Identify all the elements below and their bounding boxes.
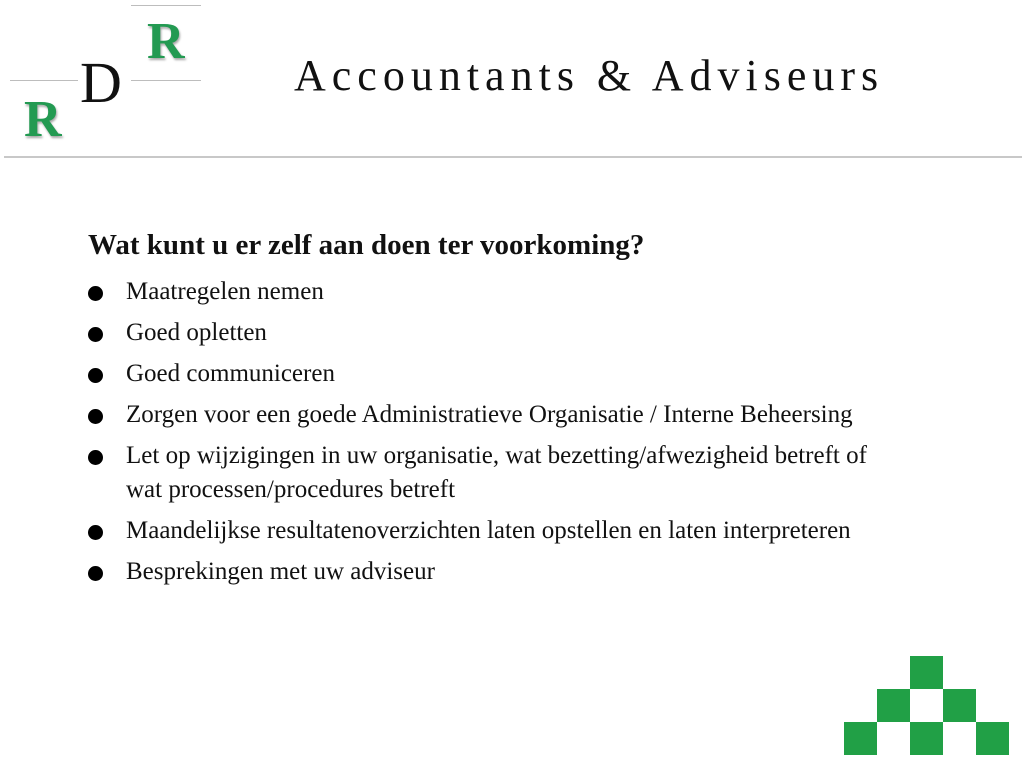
bullet-dot-icon	[88, 450, 103, 465]
list-item-text: Maatregelen nemen	[126, 277, 324, 305]
pyramid-square	[910, 656, 943, 689]
pyramid-square	[943, 689, 976, 722]
list-item-text: Zorgen voor een goede Administratieve Organisatie / Interne Beheersing	[126, 400, 853, 428]
bullet-dot-icon	[88, 525, 103, 540]
slide-content	[88, 228, 888, 596]
list-item-text: Goed opletten	[126, 318, 267, 346]
bullet-dot-icon	[88, 327, 103, 342]
bullet-dot-icon	[88, 286, 103, 301]
list-item	[88, 555, 888, 589]
logo-letter-d: D	[80, 50, 122, 115]
checker-pyramid-decoration	[844, 656, 1010, 756]
pyramid-square	[844, 722, 877, 755]
list-item	[88, 439, 888, 507]
list-item	[88, 514, 888, 548]
list-item	[88, 316, 888, 350]
company-logo	[0, 0, 210, 150]
pyramid-square	[910, 722, 943, 755]
list-item	[88, 275, 888, 309]
list-item	[88, 398, 888, 432]
list-item-text: Goed communiceren	[126, 359, 335, 387]
bullet-dot-icon	[88, 566, 103, 581]
list-item-text: Besprekingen met uw adviseur	[126, 557, 435, 585]
logo-line-middle-left	[10, 80, 78, 81]
header-title: Accountants & Adviseurs	[294, 51, 885, 100]
header-divider	[4, 156, 1022, 158]
logo-line-top	[131, 5, 201, 6]
pyramid-square	[976, 722, 1009, 755]
bullet-list	[88, 275, 888, 589]
list-item-text: Let op wijzigingen in uw organisatie, wat bezetting/afwezigheid betreft of wat processen/procedures betreft	[126, 441, 867, 503]
logo-letter-r-top: R	[147, 13, 185, 70]
bullet-dot-icon	[88, 368, 103, 383]
pyramid-square	[877, 689, 910, 722]
logo-line-middle-right	[131, 80, 201, 81]
list-item-text: Maandelijkse resultatenoverzichten laten opstellen en laten interpreteren	[126, 516, 851, 544]
logo-letter-r-bottom: R	[24, 91, 62, 148]
list-item	[88, 357, 888, 391]
bullet-dot-icon	[88, 409, 103, 424]
content-heading: Wat kunt u er zelf aan doen ter voorkoming?	[88, 229, 645, 261]
